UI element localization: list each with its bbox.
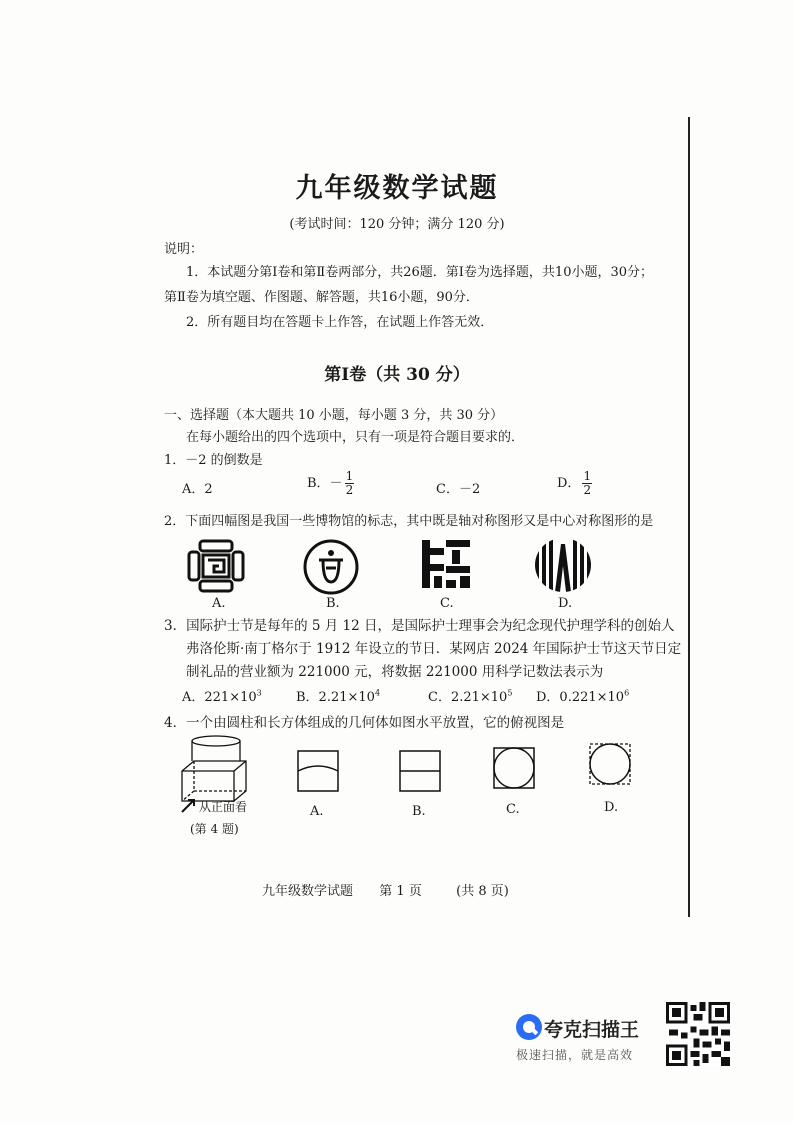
q3-line1: 3．国际护士节是每年的 5 月 12 日，是国际护士理事会为纪念现代护理学科的创始人 bbox=[164, 618, 675, 634]
q4-option-b-figure bbox=[398, 749, 442, 793]
q1-d-denominator: 2 bbox=[583, 483, 592, 497]
q2-stem: 2．下面四幅图是我国一些博物馆的标志，其中既是轴对称图形又是中心对称图形的是 bbox=[164, 514, 654, 529]
instruction-1-line2: 第Ⅱ卷为填空题、作图题、解答题，共16小题，90分． bbox=[164, 290, 479, 305]
q2-label-b: B. bbox=[326, 596, 340, 611]
q1-option-d-fraction bbox=[582, 470, 592, 497]
q3-option-c bbox=[428, 686, 512, 705]
q2-logo-c bbox=[418, 536, 474, 592]
q1-option-d bbox=[557, 470, 592, 497]
q4-view-label: 从正面看 bbox=[199, 800, 248, 814]
part-heading: 一、选择题（本大题共 10 小题，每小题 3 分，共 30 分） bbox=[164, 408, 504, 423]
scan-edge-line bbox=[688, 117, 690, 917]
q4-option-c-figure bbox=[492, 746, 536, 790]
q3-d-base: D．0.221×10 bbox=[536, 690, 625, 705]
q1-option-b bbox=[307, 470, 354, 497]
q3-option-a bbox=[182, 686, 262, 705]
q3-line3: 制礼品的营业额为 221000 元，将数据 221000 用科学记数法表示为 bbox=[186, 664, 604, 680]
q1-option-c: C．－2 bbox=[436, 482, 481, 497]
exam-title: 九年级数学试题 bbox=[295, 173, 499, 204]
q4-label-c: C. bbox=[506, 802, 520, 817]
instruction-1-line1: 1．本试题分第Ⅰ卷和第Ⅱ卷两部分，共26题．第Ⅰ卷为选择题，共10小题，30分； bbox=[186, 265, 654, 280]
scanner-slogan: 极速扫描，就是高效 bbox=[516, 1048, 634, 1062]
footer-exam-name: 九年级数学试题 bbox=[262, 884, 354, 899]
footer-page-number: 第 1 页 bbox=[379, 884, 422, 899]
instructions-label: 说明： bbox=[164, 242, 204, 257]
q4-option-a-figure bbox=[296, 749, 340, 793]
q3-c-base: C．2.21×10 bbox=[428, 690, 508, 705]
q3-option-d bbox=[536, 686, 629, 705]
q3-option-b bbox=[296, 686, 380, 705]
q3-d-exponent: 6 bbox=[624, 688, 630, 698]
part-note: 在每小题给出的四个选项中，只有一项是符合题目要求的． bbox=[186, 430, 525, 445]
exam-subtitle: (考试时间：120 分钟；满分 120 分) bbox=[289, 217, 505, 232]
q2-logo-b bbox=[302, 538, 360, 596]
q1-option-d-prefix: D． bbox=[557, 476, 581, 491]
q1-option-b-fraction bbox=[345, 470, 355, 497]
q2-label-d: D. bbox=[558, 596, 573, 611]
q4-label-a: A. bbox=[310, 804, 324, 819]
q2-label-a: A. bbox=[212, 596, 226, 611]
q1-option-a: A．2 bbox=[182, 482, 213, 497]
q3-a-base: A．221×10 bbox=[182, 690, 257, 705]
q3-a-exponent: 3 bbox=[256, 688, 262, 698]
q3-c-exponent: 5 bbox=[507, 688, 513, 698]
q4-label-d: D. bbox=[604, 800, 619, 815]
q4-solid-figure bbox=[178, 733, 250, 805]
q4-label-b: B. bbox=[412, 804, 426, 819]
q2-logo-d bbox=[533, 536, 593, 594]
scanner-logo-icon bbox=[514, 1012, 544, 1042]
footer-page-total: (共 8 页) bbox=[456, 884, 509, 899]
q2-logo-a bbox=[186, 538, 246, 594]
q1-b-denominator: 2 bbox=[345, 483, 354, 497]
page-footer bbox=[262, 880, 509, 899]
q3-b-exponent: 4 bbox=[374, 688, 381, 698]
q1-option-b-prefix: B．－ bbox=[307, 476, 343, 491]
q3-line2: 弗洛伦斯·南丁格尔于 1912 年设立的节日．某网店 2024 年国际护士节这天节日定 bbox=[186, 641, 682, 657]
instruction-2: 2．所有题目均在答题卡上作答，在试题上作答无效． bbox=[186, 315, 494, 330]
section-title: 第Ⅰ卷（共 30 分） bbox=[324, 365, 470, 385]
q2-label-c: C. bbox=[440, 596, 454, 611]
scanner-brand: 夸克扫描王 bbox=[544, 1019, 640, 1041]
q1-b-numerator: 1 bbox=[345, 469, 354, 483]
qr-code-icon bbox=[666, 1002, 730, 1066]
q4-figure-label: (第 4 题) bbox=[190, 822, 239, 836]
q4-option-d-figure bbox=[588, 742, 632, 786]
q1-stem: 1．－2 的倒数是 bbox=[164, 453, 263, 468]
q4-stem: 4．一个由圆柱和长方体组成的几何体如图水平放置，它的俯视图是 bbox=[164, 715, 565, 731]
arrow-icon bbox=[180, 796, 198, 814]
q1-d-numerator: 1 bbox=[583, 469, 592, 483]
q3-b-base: B．2.21×10 bbox=[296, 690, 375, 705]
